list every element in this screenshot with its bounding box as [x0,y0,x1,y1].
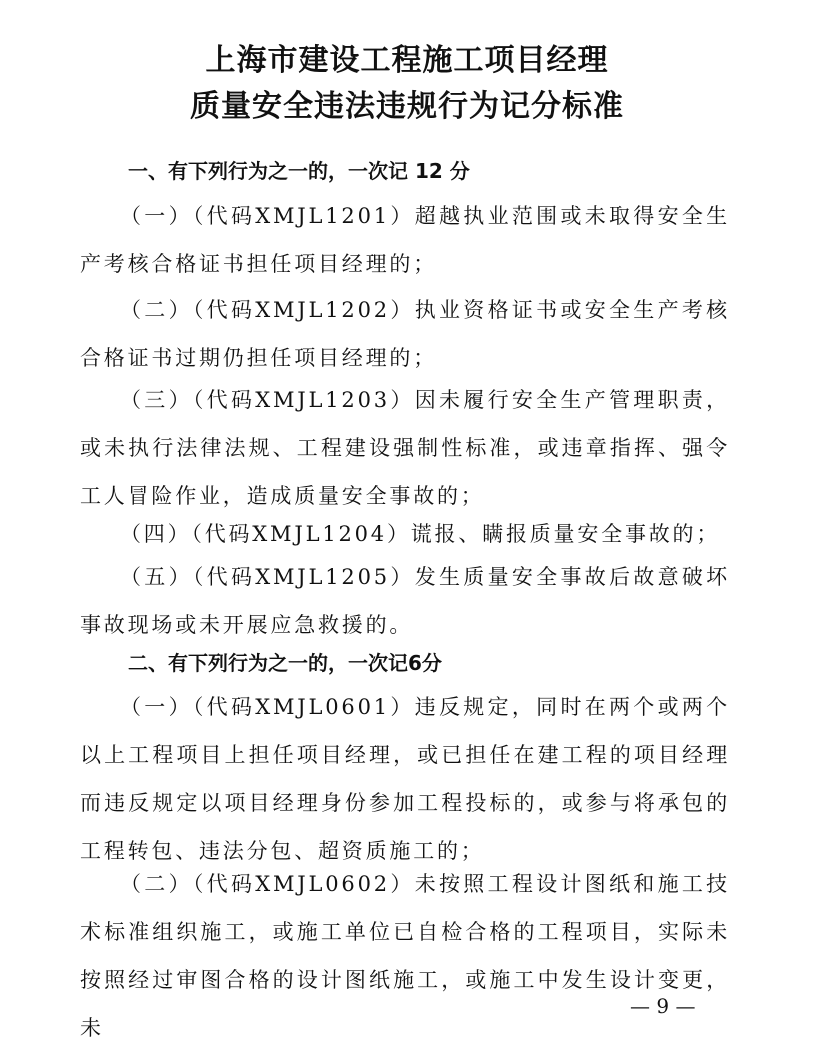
list-item: （一）（代码XMJL1201）超越执业范围或未取得安全生产考核合格证书担任项目经理的； [80,204,730,276]
document-title-line1: 上海市建设工程施工项目经理 [205,43,609,78]
list-item: （三）（代码XMJL1203）因未履行安全生产管理职责，或未执行法律法规、工程建设强制性标准，或违章指挥、强令工人冒险作业，造成质量安全事故的； [80,388,730,508]
list-item: （一）（代码XMJL0601）违反规定，同时在两个或两个以上工程项目上担任项目经理，或已担任在建工程的项目经理而违反规定以项目经理身份参加工程投标的，或参与将承包的工程转包、违法分包、超资质施工的； [80,695,730,863]
list-item: （四）（代码XMJL1204）谎报、瞒报质量安全事故的； [120,522,721,546]
section-heading-6-points: 二、有下列行为之一的，一次记6分 [128,651,442,675]
list-item: （五）（代码XMJL1205）发生质量安全事故后故意破坏事故现场或未开展应急救援的。 [80,565,730,637]
document-title-line2: 质量安全违法违规行为记分标准 [190,89,624,124]
page-number: — 9 — [630,994,696,1018]
list-item: （二）（代码XMJL1202）执业资格证书或安全生产考核合格证书过期仍担任项目经理的； [80,298,730,370]
section-heading-12-points: 一、有下列行为之一的，一次记 12 分 [128,159,470,183]
list-item: （二）（代码XMJL0602）未按照工程设计图纸和施工技术标准组织施工，或施工单位已自检合格的工程项目，实际未按照经过审图合格的设计图纸施工，或施工中发生设计变更，未 [80,872,730,1040]
